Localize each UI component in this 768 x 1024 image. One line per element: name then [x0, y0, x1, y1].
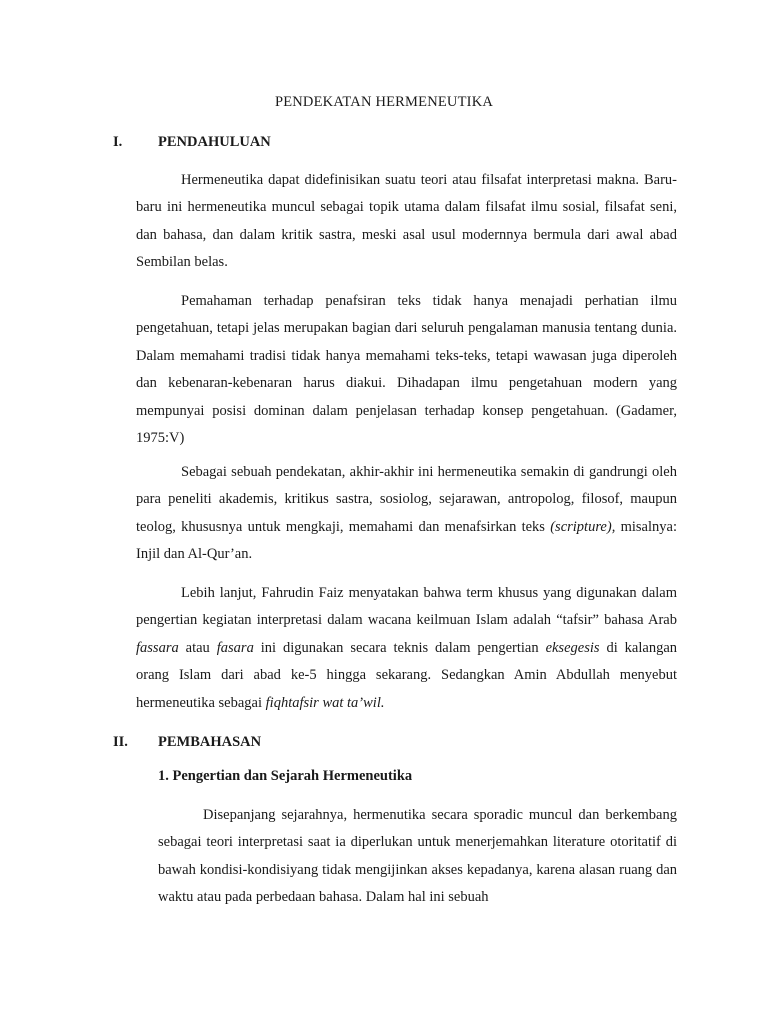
document-title: PENDEKATAN HERMENEUTIKA: [274, 94, 494, 110]
paragraph: [136, 580, 677, 717]
italic-term: (scripture),: [550, 518, 616, 535]
italic-term: fassara: [136, 639, 179, 656]
section-heading: PEMBAHASAN: [158, 734, 262, 750]
subsection-heading: 1. Pengertian dan Sejarah Hermeneutika: [158, 768, 413, 784]
section-number: I.: [113, 134, 123, 150]
paragraph-text: ini digunakan secara teknis dalam pengertian: [253, 639, 546, 656]
paragraph-text: di kalangan orang Islam dari abad ke-5 hingga sekarang. Sedangkan Amin Abdullah menyebut hermeneutika sebagai: [136, 639, 677, 711]
italic-term: fiqhtafsir wat ta’wil.: [265, 694, 385, 711]
paragraph: Disepanjang sejarahnya, hermenutika secara sporadic muncul dan berkembang sebagai teori interpretasi saat ia diperlukan untuk menerjemahkan literature otoritatif di bawah kondisi-kondisiyang tidak mengijinkan akses kepadanya, karena alasan ruang dan waktu atau pada perbedaan bahasa. Dalam hal ini sebuah: [158, 807, 677, 906]
paragraph: Hermeneutika dapat didefinisikan suatu teori atau filsafat interpretasi makna. Baru-baru ini hermeneutika muncul sebagai topik utama dalam filsafat ilmu sosial, filsafat seni, dan bahasa, dan dalam kritik sastra, meski asal usul modernnya bermula dari awal abad Sembilan belas.: [136, 172, 677, 271]
section-number: II.: [113, 734, 128, 750]
paragraph-text: atau: [178, 639, 217, 656]
italic-term: fasara: [216, 639, 254, 656]
italic-term: eksegesis: [545, 639, 600, 656]
paragraph-text: Lebih lanjut, Fahrudin Faiz menyatakan bahwa term khusus yang digunakan dalam pengertian kegiatan interpretasi dalam wacana keilmuan Islam adalah “tafsir” bahasa Arab: [136, 585, 677, 629]
paragraph-text: Sebagai sebuah pendekatan, akhir-akhir ini hermeneutika semakin di gandrungi oleh para peneliti akademis, kritikus sastra, sosiolog, sejarawan, antropolog, filosof, maupun teolog, khususnya untuk mengkaji, memahami dan menafsirkan teks: [136, 464, 677, 535]
section-heading: PENDAHULUAN: [158, 134, 271, 150]
paragraph: Pemahaman terhadap penafsiran teks tidak hanya menajadi perhatian ilmu pengetahuan, tetapi jelas merupakan bagian dari seluruh pengalaman manusia tentang dunia. Dalam memahami tradisi tidak hanya memahami teks-teks, tetapi wawasan juga diperoleh dan kebenaran-kebenaran harus diakui. Dihadapan ilmu pengetahuan modern yang mempunyai posisi dominan dalam penjelasan terhadap konsep pengetahuan. (Gadamer, 1975:V): [136, 293, 677, 447]
paragraph-text: misalnya: Injil dan Al-Qur’an.: [136, 518, 677, 563]
paragraph: [136, 459, 677, 569]
